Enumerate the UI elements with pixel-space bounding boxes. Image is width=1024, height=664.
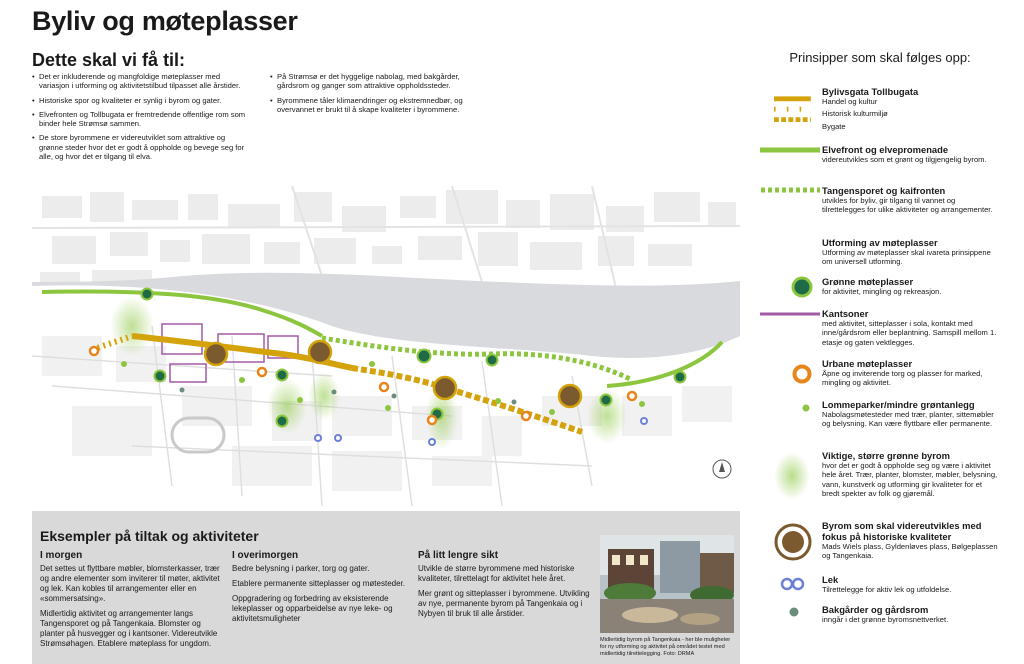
goals-list-right [270, 72, 492, 119]
north-arrow-icon [713, 460, 731, 478]
examples-title: Eksempler på tiltak og aktiviteter [40, 528, 259, 544]
large-green-space-symbol [760, 450, 820, 520]
kantsoner-symbol [760, 308, 820, 338]
column-heading: I overimorgen [232, 550, 299, 561]
legend-item-title: Elvefront og elvepromenade [822, 144, 949, 155]
column-paragraph: Midlertidig aktivitet og arrangementer langs Tangensporet og på Tangenkaia. Blomster og planter på husvegger og i kantsoner. Videreutvikle Strømsøhagen. Etablere møteplass for ungdom. [40, 609, 218, 648]
column-heading: På litt lengre sikt [418, 550, 499, 561]
goal-item: • Det er inkluderende og mangfoldige møteplasser med variasjon i utforming og aktivitetstilbud tilpasset alle årstider. [32, 72, 246, 91]
legend-item-line: Historisk kulturmiljø [822, 109, 888, 119]
legend-item-desc: videreutvikles som et grønt og tilgjengelig byrom. [822, 155, 987, 164]
legend-item-title: Tangensporet og kaifronten [822, 185, 946, 196]
column-paragraph: Utvikle de større byrommene med historiske kvaliteter, tilrettelagt for aktivitet hele året. [418, 564, 575, 583]
column-paragraph: Det settes ut flyttbare møbler, blomsterkasser, trær og andre elementer som inviterer til møter, aktivitet og lek. Kan kobles til arrangementer eller en «sommersatsing». [40, 564, 220, 603]
column-paragraph: Oppgradering og forbedring av eksisterende lekeplasser og opparbeidelse av nye leke- og aktivitetsmuligheter [232, 594, 393, 623]
legend-item-line: Bygate [822, 121, 846, 131]
legend-item-title: Viktige, større grønne byrom [822, 450, 950, 461]
legend-item-desc: Mads Wiels plass, Gyldenløves plass, Bølgeplassen og Tangenkaia. [822, 542, 998, 561]
tangensporet-symbol [760, 185, 820, 215]
goal-item: • De store byrommene er videreutviklet som attraktive og grønne steder hvor det er godt å oppholde og bevege seg for alle, og hvor det er tilgang til elva. [32, 133, 246, 161]
city-map[interactable] [32, 186, 740, 511]
legend-bylivsgata [760, 86, 1000, 136]
column-paragraph: Mer grønt og sitteplasser i byrommene. Utvikling av nye, permanente byrom på Tangenkaia og i Nybyen til bruk til alle årstider. [418, 589, 590, 618]
backyard-symbol [760, 604, 820, 634]
legend-item-title: Byrom som skal videreutvikles med fokus på historiske kvaliteter [822, 520, 982, 542]
legend-item-desc: inngår i det grønne byromsnettverket. [822, 615, 949, 624]
legend-item-desc: for aktivitet, mingling og rekreasjon. [822, 287, 942, 296]
legend-item-desc: med aktivitet, sitteplasser i sola, kontakt med inne/gårdsrom eller beplantning. Samspill mellom 1. etasje og gaten vektlegges. [822, 319, 997, 347]
legend-item-desc: Tilrettelegge for aktiv lek og utfoldelse. [822, 585, 952, 594]
green-meeting-symbol [760, 276, 820, 306]
legend-item-desc: utvikles for byliv, gir tilgang til vannet og tilrettelegges for ulike aktiviteter og arrangementer. [822, 196, 993, 215]
legend-item-title: Utforming av møteplasser [822, 237, 938, 248]
legend-item-title: Urbane møteplasser [822, 358, 913, 369]
subtitle: Dette skal vi få til: [32, 50, 186, 70]
photo-caption: Midlertidig byrom på Tangenkaia - her ble muligheter for ny utforming og aktivitet på området testet med midlertidig tilrettelegging. Foto: DRMA [600, 637, 731, 657]
examples-panel [32, 511, 740, 664]
historic-square-symbol [760, 520, 820, 570]
page-title: Byliv og møteplasser [32, 6, 298, 36]
examples-column-long [418, 551, 596, 624]
legend-item-title: Grønne møteplasser [822, 276, 914, 287]
legend-item-desc: Utforming av møteplasser skal ivareta prinsippene om universell utforming. [822, 248, 991, 267]
legend-item-line: Handel og kultur [822, 97, 878, 106]
legend-item-desc: Nabolagsmøtesteder med trær, planter, sittemøbler og belysning. Kan være flyttbare eller permanente. [822, 410, 994, 429]
legend-item-title: Bakgårder og gårdsrom [822, 604, 929, 615]
tangenkaia-photo [600, 535, 734, 633]
legend-item-title: Kantsoner [822, 308, 869, 319]
legend-item-title: Lommeparker/mindre grøntanlegg [822, 399, 975, 410]
column-heading: I morgen [40, 550, 83, 561]
column-paragraph: Etablere permanente sitteplasser og møtesteder. [232, 579, 405, 588]
legend-item-title: Bylivsgata Tollbugata [822, 86, 919, 97]
examples-column-now [40, 551, 226, 654]
play-symbol [760, 574, 820, 604]
elvefront-symbol [760, 144, 820, 174]
legend-item-desc: Åpne og inviterende torg og plasser for marked, mingling og aktivitet. [822, 369, 983, 388]
goal-item: • Byrommene tåler klimaendringer og ekstremnedbør, og overvannet er brukt til å skape kvaliteter i byrommene. [270, 96, 492, 115]
column-paragraph: Bedre belysning i parker, torg og gater. [232, 564, 370, 573]
goals-list-left [32, 72, 246, 166]
bylivsgata-symbol [760, 86, 820, 126]
goal-item: • Elvefronten og Tollbugata er fremtredende offentlige rom som binder hele Strømsø sammen. [32, 110, 246, 129]
pocket-park-symbol [760, 399, 820, 429]
legend-item-title: Lek [822, 574, 839, 585]
goal-item: • På Strømsø er det hyggelige nabolag, med bakgårder, gårdsrom og ganger som attraktive oppholdssteder. [270, 72, 492, 91]
legend-item-desc: hvor det er godt å oppholde seg og være i aktivitet hele året. Trær, planter, blomster, møbler, belysning, vann, kunstverk og utforming gir kvaliteter for et bredt spekter av folk og gjøremål. [822, 461, 998, 499]
examples-column-mid [232, 551, 410, 629]
goal-item: • Historiske spor og kvaliteter er synlig i byrom og gater. [32, 96, 246, 105]
urban-meeting-symbol [760, 358, 820, 388]
legend-title: Prinsipper som skal følges opp: [789, 50, 971, 65]
